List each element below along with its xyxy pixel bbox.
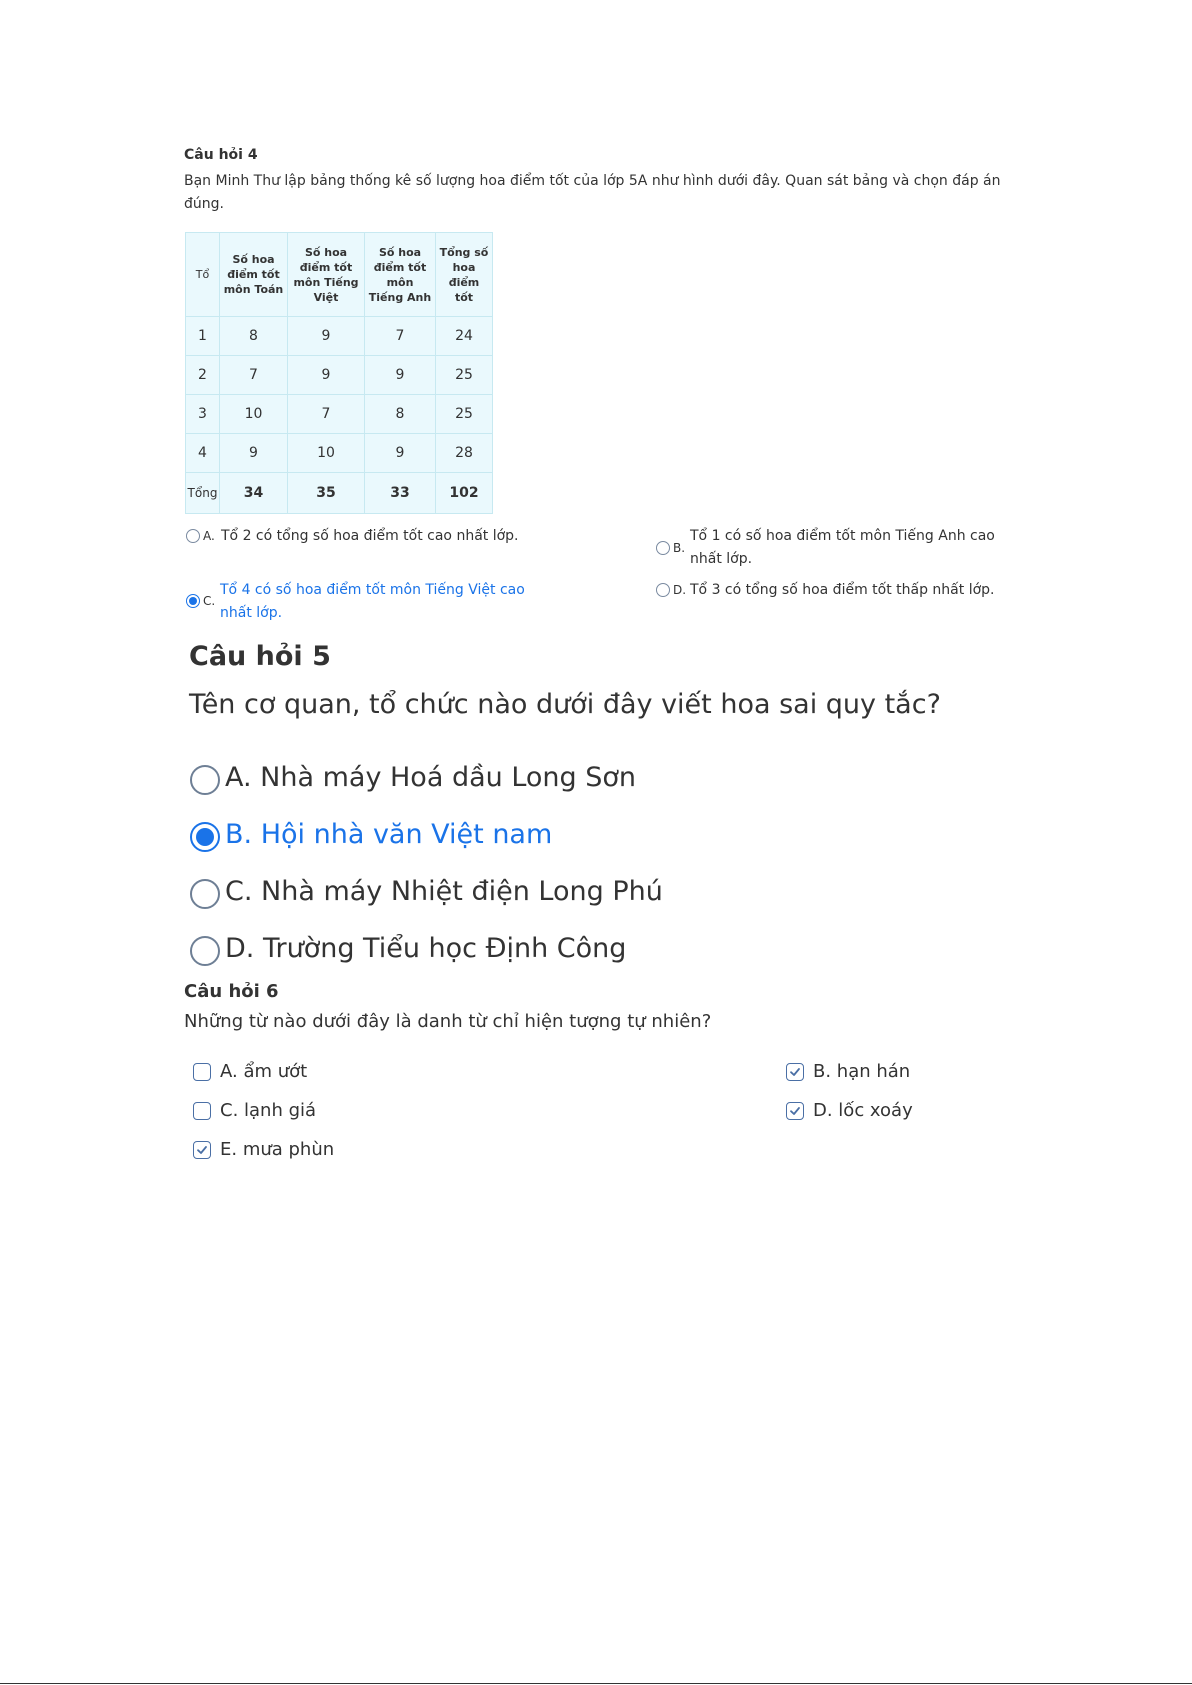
checkbox-q6-option-a[interactable] — [193, 1063, 211, 1081]
table-cell: 10 — [288, 434, 365, 473]
table-cell: 33 — [365, 473, 436, 514]
table-cell: 10 — [220, 395, 288, 434]
q5-option-c-label[interactable]: C. Nhà máy Nhiệt điện Long Phú — [225, 876, 663, 907]
checkbox-q6-option-d[interactable] — [786, 1102, 804, 1120]
table-row — [186, 317, 493, 356]
option-letter: A. — [203, 529, 215, 543]
table-cell: 9 — [288, 356, 365, 395]
table-cell: 28 — [436, 434, 493, 473]
table-cell: 34 — [220, 473, 288, 514]
checkbox-q6-option-e[interactable] — [193, 1141, 211, 1159]
table-cell: 7 — [365, 317, 436, 356]
table-header-cell: Số hoa điểm tốt môn Tiếng Anh — [365, 233, 436, 317]
q6-option-e-label[interactable]: E. mưa phùn — [220, 1139, 335, 1160]
checkmark-icon — [788, 1065, 802, 1079]
q6-option-d-label[interactable]: D. lốc xoáy — [813, 1100, 913, 1121]
radio-q5-option-b[interactable] — [190, 822, 220, 852]
stats-table — [185, 232, 493, 514]
table-cell: 7 — [288, 395, 365, 434]
question-5-prompt: Tên cơ quan, tổ chức nào dưới đây viết hoa sai quy tắc? — [189, 689, 941, 720]
table-header-row — [186, 233, 493, 317]
question-6-prompt: Những từ nào dưới đây là danh từ chỉ hiện tượng tự nhiên? — [184, 1011, 712, 1032]
table-total-row — [186, 473, 493, 514]
table-row — [186, 395, 493, 434]
question-5-title: Câu hỏi 5 — [189, 641, 331, 672]
table-cell: 35 — [288, 473, 365, 514]
q4-option-a-label[interactable]: Tổ 2 có tổng số hoa điểm tốt cao nhất lớp. — [221, 528, 519, 544]
radio-q4-option-d[interactable] — [656, 583, 670, 597]
radio-q4-option-a[interactable] — [186, 529, 200, 543]
table-cell: 8 — [220, 317, 288, 356]
table-cell: 25 — [436, 356, 493, 395]
q5-option-b-label[interactable]: B. Hội nhà văn Việt nam — [225, 819, 553, 850]
table-cell: 4 — [186, 434, 220, 473]
table-header-cell: Tổng số hoa điểm tốt — [436, 233, 493, 317]
checkmark-icon — [195, 1143, 209, 1157]
table-cell: 7 — [220, 356, 288, 395]
table-cell: 3 — [186, 395, 220, 434]
table-cell: 8 — [365, 395, 436, 434]
option-letter: C. — [203, 594, 216, 608]
q6-option-c-label[interactable]: C. lạnh giá — [220, 1100, 317, 1121]
question-6-title: Câu hỏi 6 — [184, 981, 279, 1002]
radio-q5-option-d[interactable] — [190, 936, 220, 966]
table-cell: 9 — [220, 434, 288, 473]
checkbox-q6-option-c[interactable] — [193, 1102, 211, 1120]
radio-q4-option-b[interactable] — [656, 541, 670, 555]
table-row — [186, 356, 493, 395]
page-bottom-rule — [0, 1683, 1192, 1684]
table-row — [186, 434, 493, 473]
table-header-cell: Số hoa điểm tốt môn Toán — [220, 233, 288, 317]
question-4-prompt: Bạn Minh Thư lập bảng thống kê số lượng hoa điểm tốt của lớp 5A như hình dưới đây. Quan sát bảng và chọn đáp án đúng. — [184, 173, 1001, 212]
q4-option-d-label[interactable]: Tổ 3 có tổng số hoa điểm tốt thấp nhất lớp. — [690, 582, 995, 598]
radio-q5-option-c[interactable] — [190, 879, 220, 909]
option-letter: B. — [673, 541, 686, 555]
table-cell: 9 — [288, 317, 365, 356]
table-cell: 25 — [436, 395, 493, 434]
table-cell: 9 — [365, 434, 436, 473]
q5-option-a-label[interactable]: A. Nhà máy Hoá dầu Long Sơn — [225, 762, 637, 793]
option-letter: D. — [673, 583, 687, 597]
radio-q4-option-c[interactable] — [186, 594, 200, 608]
table-header-cell: Tổ — [186, 233, 220, 317]
table-cell: 102 — [436, 473, 493, 514]
question-4-title: Câu hỏi 4 — [184, 147, 258, 163]
table-cell: 2 — [186, 356, 220, 395]
q5-option-d-label[interactable]: D. Trường Tiểu học Định Công — [225, 933, 627, 964]
q6-option-a-label[interactable]: A. ẩm ướt — [220, 1061, 308, 1082]
table-header-cell: Số hoa điểm tốt môn Tiếng Việt — [288, 233, 365, 317]
checkmark-icon — [788, 1104, 802, 1118]
table-cell: 24 — [436, 317, 493, 356]
checkbox-q6-option-b[interactable] — [786, 1063, 804, 1081]
table-cell: 1 — [186, 317, 220, 356]
q4-option-c-label[interactable]: Tổ 4 có số hoa điểm tốt môn Tiếng Việt cao nhất lớp. — [220, 582, 525, 621]
table-cell: Tổng — [186, 473, 220, 514]
radio-q5-option-a[interactable] — [190, 765, 220, 795]
q6-option-b-label[interactable]: B. hạn hán — [813, 1061, 911, 1082]
q4-option-b-label[interactable]: Tổ 1 có số hoa điểm tốt môn Tiếng Anh cao nhất lớp. — [690, 528, 995, 567]
table-cell: 9 — [365, 356, 436, 395]
